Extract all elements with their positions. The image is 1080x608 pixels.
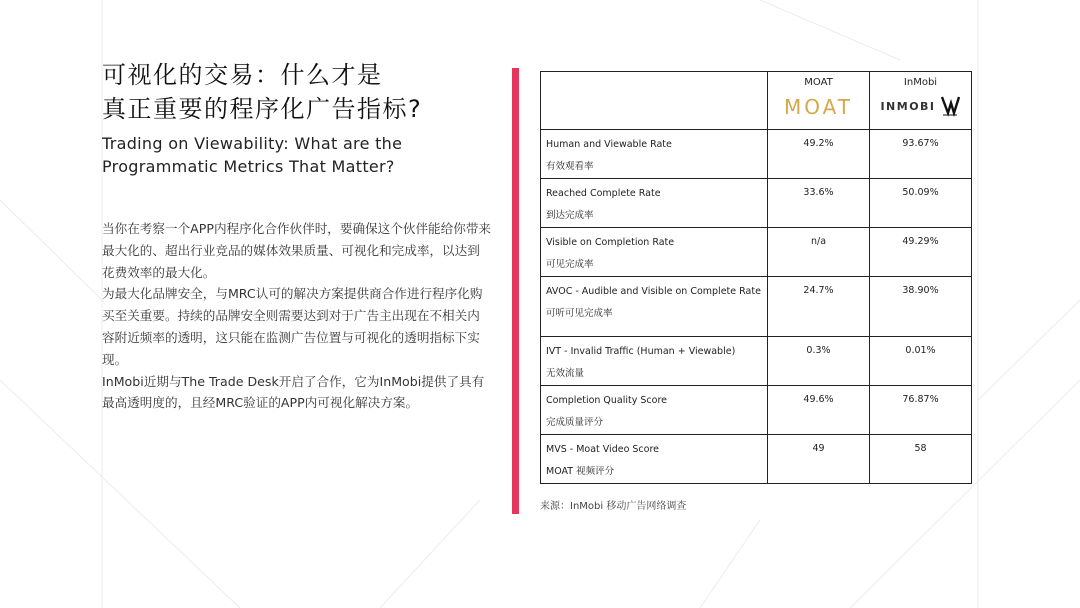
header-empty-cell bbox=[541, 72, 768, 130]
left-column bbox=[102, 58, 492, 414]
source-note: 来源：InMobi 移动广告网络调查 bbox=[540, 501, 687, 512]
metric-name-cn: 有效观看率 bbox=[546, 161, 594, 172]
body-text bbox=[102, 218, 492, 414]
table-row bbox=[541, 179, 972, 228]
inmobi-value-cell: 0.01% bbox=[870, 337, 972, 386]
table-row bbox=[541, 337, 972, 386]
body-paragraph-2: 为最大化品牌安全，与MRC认可的解决方案提供商合作进行程序化购买至关重要。持续的品牌安全则需要达到对于广告主出现在不相关内容附近频率的透明，这只能在监测广告位置与可视化的透明指标下实现。 bbox=[102, 286, 483, 367]
title-cn-line2: 真正重要的程序化广告指标? bbox=[102, 95, 423, 123]
header-moat bbox=[768, 72, 870, 130]
metric-name-cn: 可听可见完成率 bbox=[546, 308, 613, 319]
inmobi-value-cell: 38.90% bbox=[870, 277, 972, 337]
metric-name-en: IVT - Invalid Traffic (Human + Viewable) bbox=[546, 346, 736, 357]
inmobi-logo-word: INMOBI bbox=[880, 99, 936, 113]
header-inmobi bbox=[870, 72, 972, 130]
title-en-line2: Programmatic Metrics That Matter? bbox=[102, 157, 395, 176]
metric-cell bbox=[541, 179, 768, 228]
metrics-table-container bbox=[540, 71, 944, 484]
table-row bbox=[541, 228, 972, 277]
body-paragraph-3: InMobi近期与The Trade Desk开启了合作，它为InMobi提供了具有最高透明度的，且经MRC验证的APP内可视化解决方案。 bbox=[102, 373, 485, 411]
table-row bbox=[541, 277, 972, 337]
inmobi-logo bbox=[871, 94, 970, 118]
inmobi-value-cell: 58 bbox=[870, 435, 972, 484]
moat-value-cell: n/a bbox=[768, 228, 870, 277]
moat-value-cell: 49.2% bbox=[768, 130, 870, 179]
moat-value-cell: 49 bbox=[768, 435, 870, 484]
table-body bbox=[541, 130, 972, 484]
metric-cell bbox=[541, 386, 768, 435]
metrics-table bbox=[540, 71, 972, 484]
moat-logo: MOAT bbox=[784, 95, 853, 119]
page-title-en bbox=[102, 132, 492, 178]
title-en-line1: Trading on Viewability: What are the bbox=[102, 134, 403, 153]
table-row bbox=[541, 435, 972, 484]
inmobi-badge-icon bbox=[939, 94, 961, 118]
table-row bbox=[541, 386, 972, 435]
metric-name-en: Reached Complete Rate bbox=[546, 188, 661, 199]
header-inmobi-label: InMobi bbox=[903, 77, 938, 88]
metric-name-en: Completion Quality Score bbox=[546, 395, 668, 406]
metric-name-en: MVS - Moat Video Score bbox=[546, 444, 660, 455]
metric-name-cn: 可见完成率 bbox=[546, 259, 594, 270]
metric-name-cn: 无效流量 bbox=[546, 368, 585, 379]
table-header-row bbox=[541, 72, 972, 130]
metric-cell bbox=[541, 435, 768, 484]
moat-value-cell: 0.3% bbox=[768, 337, 870, 386]
moat-value-cell: 33.6% bbox=[768, 179, 870, 228]
metric-cell bbox=[541, 130, 768, 179]
inmobi-value-cell: 49.29% bbox=[870, 228, 972, 277]
metric-name-cn: 到达完成率 bbox=[546, 210, 594, 221]
moat-value-cell: 24.7% bbox=[768, 277, 870, 337]
title-cn-line1: 可视化的交易：什么才是 bbox=[102, 61, 383, 89]
accent-bar bbox=[512, 68, 519, 514]
table-row bbox=[541, 130, 972, 179]
metric-name-en: AVOC - Audible and Visible on Complete Rate bbox=[546, 286, 761, 297]
metric-name-en: Visible on Completion Rate bbox=[546, 237, 675, 248]
page-title-cn bbox=[102, 58, 492, 126]
metric-name-cn: 完成质量评分 bbox=[546, 417, 604, 428]
metric-cell bbox=[541, 337, 768, 386]
metric-cell bbox=[541, 277, 768, 337]
inmobi-value-cell: 50.09% bbox=[870, 179, 972, 228]
metric-cell bbox=[541, 228, 768, 277]
moat-value-cell: 49.6% bbox=[768, 386, 870, 435]
inmobi-value-cell: 93.67% bbox=[870, 130, 972, 179]
header-moat-label: MOAT bbox=[804, 77, 833, 88]
inmobi-value-cell: 76.87% bbox=[870, 386, 972, 435]
metric-name-en: Human and Viewable Rate bbox=[546, 139, 672, 150]
metric-name-cn: MOAT 视频评分 bbox=[546, 466, 615, 477]
body-paragraph-1: 当你在考察一个APP内程序化合作伙伴时，要确保这个伙伴能给你带来最大化的、超出行业竞品的媒体效果质量、可视化和完成率，以达到花费效率的最大化。 bbox=[102, 221, 492, 280]
